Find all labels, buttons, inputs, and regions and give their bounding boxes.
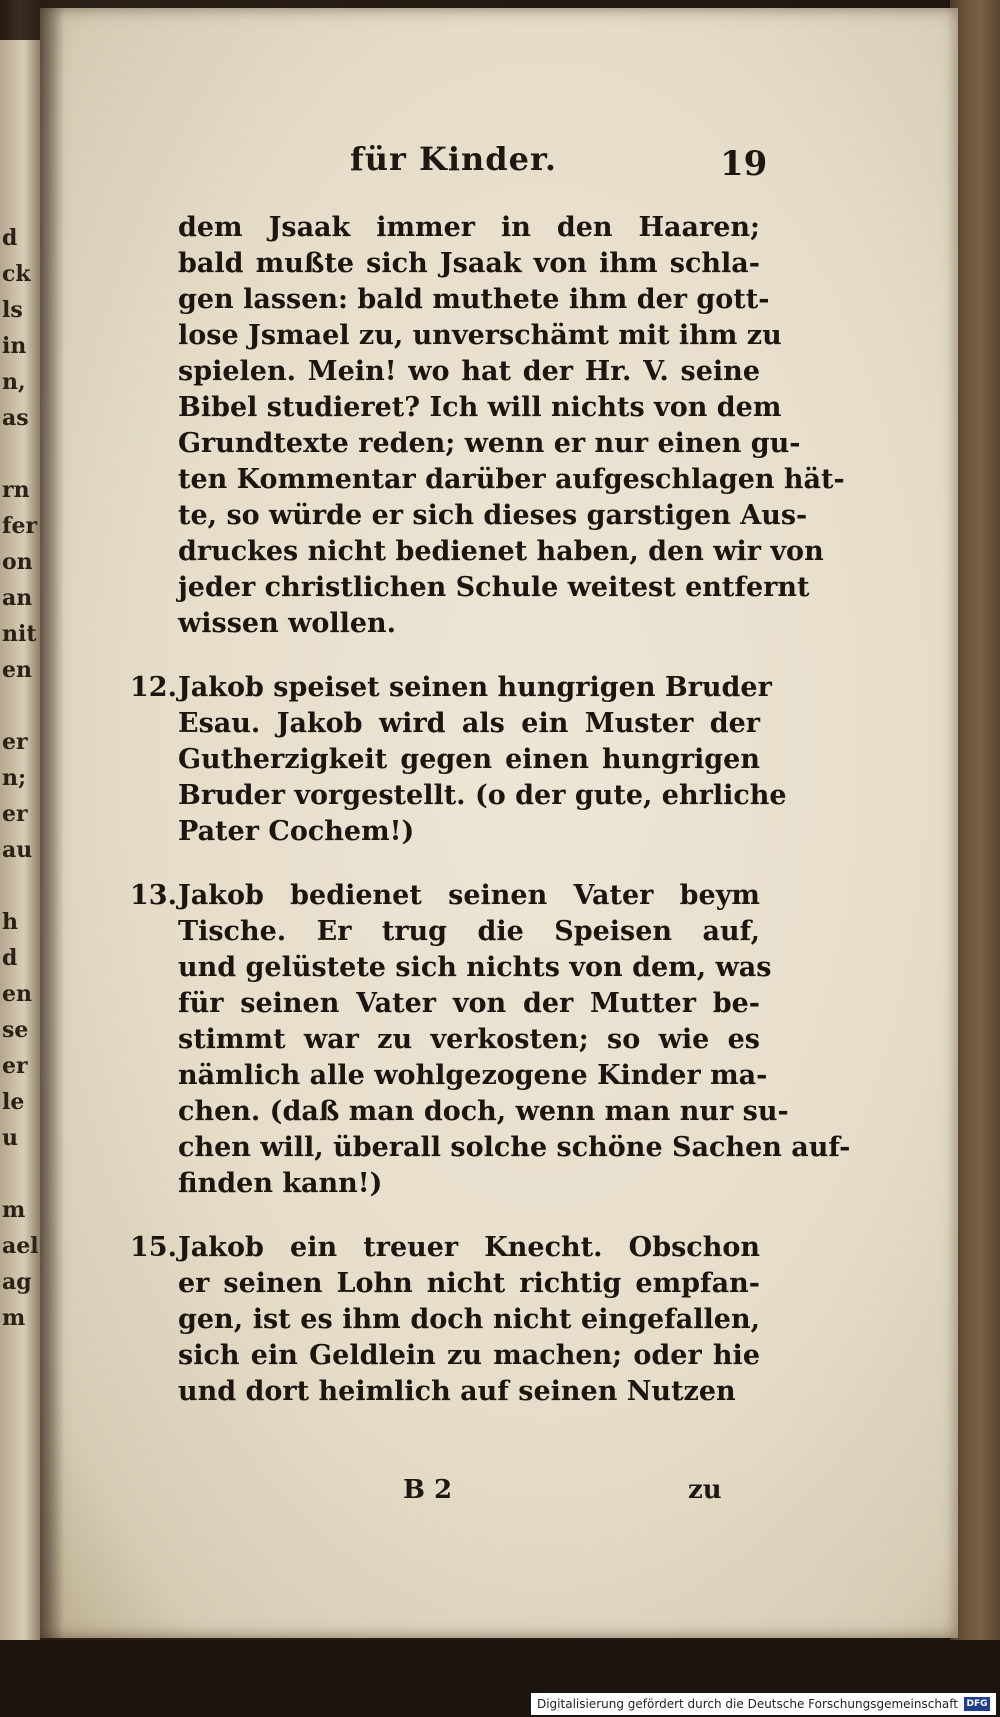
text-line-content: wissen wollen. bbox=[178, 608, 397, 639]
text-line bbox=[130, 534, 824, 570]
text-line-content: bald mußte sich Jsaak von ihm schla- bbox=[178, 248, 760, 279]
digitization-credit bbox=[531, 1693, 996, 1715]
facing-page-fragment: le bbox=[2, 1089, 25, 1115]
text-line bbox=[130, 1374, 760, 1410]
facing-page-fragment: au bbox=[2, 837, 33, 863]
text-line bbox=[130, 1130, 851, 1166]
text-line bbox=[130, 390, 782, 426]
text-line-content: lose Jsmael zu, unverschämt mit ihm zu bbox=[178, 320, 782, 351]
text-line bbox=[130, 1302, 760, 1338]
text-line-content: ten Kommentar darüber aufgeschlagen hät- bbox=[178, 464, 845, 495]
text-line bbox=[130, 986, 760, 1022]
facing-page-fragment bbox=[2, 688, 40, 724]
facing-page-fragment: ael bbox=[2, 1233, 39, 1259]
text-line-content: jeder christlichen Schule weitest entfernt bbox=[178, 572, 810, 603]
facing-page-fragment: d bbox=[2, 945, 18, 971]
text-line bbox=[130, 670, 772, 706]
text-line bbox=[130, 1022, 760, 1058]
dfg-logo-icon: DFG bbox=[964, 1697, 990, 1711]
text-line bbox=[130, 1094, 789, 1130]
paragraph bbox=[130, 1230, 760, 1410]
text-line-content: und gelüstete sich nichts von dem, was bbox=[178, 952, 772, 983]
text-line-content: Jakob bedienet seinen Vater beym bbox=[178, 880, 760, 911]
text-line-content: chen. (daß man doch, wenn man nur su- bbox=[178, 1096, 789, 1127]
text-line bbox=[130, 1166, 760, 1202]
text-line-content: Grundtexte reden; wenn er nur einen gu- bbox=[178, 428, 801, 459]
text-line-content: Pater Cochem!) bbox=[178, 816, 415, 847]
facing-page-fragment: an bbox=[2, 585, 33, 611]
facing-page-fragment: er bbox=[2, 801, 28, 827]
facing-page-fragment: n; bbox=[2, 765, 27, 791]
text-line bbox=[130, 878, 760, 914]
text-line-content: finden kann!) bbox=[178, 1168, 383, 1199]
facing-page-fragment: ag bbox=[2, 1269, 32, 1295]
text-line bbox=[130, 246, 760, 282]
page-footer bbox=[178, 1475, 758, 1519]
paragraph-number: 12. bbox=[130, 672, 177, 703]
catchword: zu bbox=[688, 1475, 722, 1505]
text-line bbox=[130, 706, 760, 742]
facing-page-fragment: d bbox=[2, 225, 18, 251]
text-line-content: Jakob ein treuer Knecht. Obschon bbox=[178, 1232, 760, 1263]
facing-page-fragment: er bbox=[2, 1053, 28, 1079]
facing-page-fragment: ck bbox=[2, 261, 31, 287]
text-line-content: nämlich alle wohlgezogene Kinder ma- bbox=[178, 1060, 768, 1091]
paragraph-number: 13. bbox=[130, 880, 177, 911]
text-line-content: chen will, überall solche schöne Sachen auf- bbox=[178, 1132, 851, 1163]
paragraph bbox=[130, 670, 787, 850]
text-line bbox=[130, 914, 760, 950]
text-line-content: für seinen Vater von der Mutter be- bbox=[178, 988, 760, 1019]
text-line bbox=[130, 1058, 768, 1094]
text-line bbox=[130, 426, 801, 462]
text-line bbox=[130, 498, 808, 534]
text-line-content: Gutherzigkeit gegen einen hungrigen bbox=[178, 744, 760, 775]
paragraph-number: 15. bbox=[130, 1232, 177, 1263]
page-number: 19 bbox=[720, 144, 768, 184]
facing-page-fragment: m bbox=[2, 1305, 26, 1331]
text-line bbox=[130, 570, 810, 606]
facing-page-fragment: n, bbox=[2, 369, 26, 395]
facing-page-fragment: in bbox=[2, 333, 27, 359]
text-line bbox=[130, 950, 772, 986]
text-line-content: sich ein Geldlein zu machen; oder hie bbox=[178, 1340, 760, 1371]
text-line bbox=[130, 282, 770, 318]
text-line-content: gen, ist es ihm doch nicht eingefallen, bbox=[178, 1304, 760, 1335]
facing-page-fragment: en bbox=[2, 981, 32, 1007]
facing-page-fragment: rn bbox=[2, 477, 30, 503]
facing-page-fragment: se bbox=[2, 1017, 29, 1043]
paragraph bbox=[130, 210, 845, 642]
facing-page-fragment: er bbox=[2, 729, 28, 755]
scan-bottom-band bbox=[0, 1640, 1000, 1717]
page-header bbox=[160, 140, 780, 200]
text-line-content: stimmt war zu verkosten; so wie es bbox=[178, 1024, 760, 1055]
body-text bbox=[130, 210, 851, 1410]
facing-page-fragment: nit bbox=[2, 621, 37, 647]
facing-page-fragment: h bbox=[2, 909, 18, 935]
page-gutter-shadow bbox=[40, 0, 64, 1640]
facing-page-fragment: ls bbox=[2, 297, 23, 323]
facing-page-fragment: u bbox=[2, 1125, 18, 1151]
text-line bbox=[130, 742, 760, 778]
facing-page-fragment: on bbox=[2, 549, 33, 575]
paragraph bbox=[130, 878, 851, 1202]
facing-page-text-fragments bbox=[2, 220, 40, 1336]
text-line bbox=[130, 1230, 760, 1266]
facing-page-fragment: as bbox=[2, 405, 29, 431]
text-line-content: druckes nicht bedienet haben, den wir von bbox=[178, 536, 824, 567]
credit-text: Digitalisierung gefördert durch die Deutsche Forschungsgemeinschaft bbox=[536, 1697, 958, 1711]
running-title: für Kinder. bbox=[350, 140, 558, 178]
text-line bbox=[130, 814, 760, 850]
text-line-content: Jakob speiset seinen hungrigen Bruder bbox=[178, 672, 772, 703]
text-line bbox=[130, 354, 760, 390]
text-line bbox=[130, 606, 760, 642]
facing-page-fragment: m bbox=[2, 1197, 26, 1223]
text-line bbox=[130, 1266, 760, 1302]
text-line bbox=[130, 1338, 760, 1374]
text-line-content: er seinen Lohn nicht richtig empfan- bbox=[178, 1268, 760, 1299]
facing-page-fragment bbox=[2, 436, 40, 472]
text-line-content: dem Jsaak immer in den Haaren; bbox=[178, 212, 760, 243]
text-line-content: Bruder vorgestellt. (o der gute, ehrliche bbox=[178, 780, 787, 811]
facing-page-fragment bbox=[2, 1156, 40, 1192]
text-line-content: te, so würde er sich dieses garstigen Aus- bbox=[178, 500, 808, 531]
text-line-content: Esau. Jakob wird als ein Muster der bbox=[178, 708, 760, 739]
text-line-content: gen lassen: bald muthete ihm der gott- bbox=[178, 284, 770, 315]
facing-page-fragment: en bbox=[2, 657, 32, 683]
facing-page-edge bbox=[0, 40, 40, 1640]
facing-page-fragment bbox=[2, 868, 40, 904]
text-line-content: Tische. Er trug die Speisen auf, bbox=[178, 916, 760, 947]
text-line-content: Bibel studieret? Ich will nichts von dem bbox=[178, 392, 782, 423]
printer-signature: B 2 bbox=[403, 1475, 453, 1505]
text-line bbox=[130, 462, 845, 498]
text-line bbox=[130, 318, 782, 354]
text-line bbox=[130, 778, 787, 814]
text-line bbox=[130, 210, 760, 246]
text-line-content: und dort heimlich auf seinen Nutzen bbox=[178, 1376, 736, 1407]
text-line-content: spielen. Mein! wo hat der Hr. V. seine bbox=[178, 356, 760, 387]
facing-page-fragment: fer bbox=[2, 513, 38, 539]
